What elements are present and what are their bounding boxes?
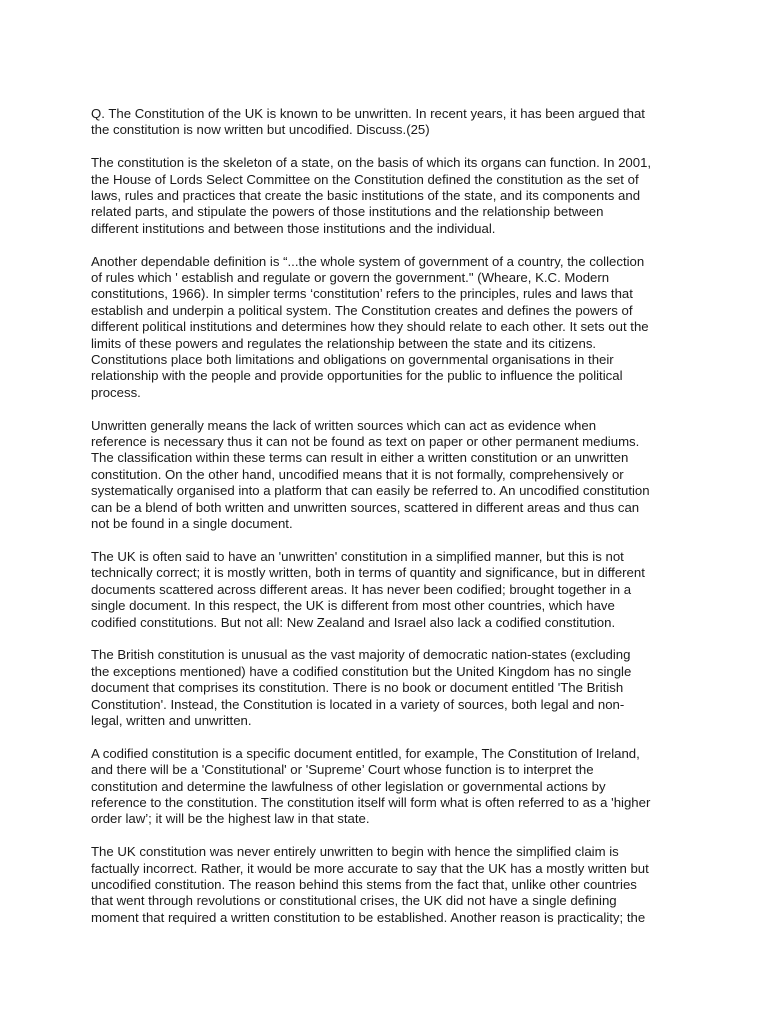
essay-question [91, 106, 683, 139]
text-line: constitutions, 1966). In simpler terms ‘constitution’ refers to the principles, rules and laws that [91, 286, 633, 302]
text-line: the House of Lords Select Committee on the Constitution defined the constitution as the set of [91, 171, 639, 187]
text-line: The constitution is the skeleton of a state, on the basis of which its organs can function. In 2001, [91, 155, 652, 171]
text-line: reference is necessary thus it can not be found as text on paper or other permanent mediums. [91, 434, 640, 450]
text-line: and there will be a 'Constitutional' or 'Supreme’ Court whose function is to interpret the [91, 762, 594, 778]
text-line: systematically organised into a platform that can easily be referred to. An uncodified constitution [91, 483, 650, 499]
text-line: not be found in a single document. [91, 516, 293, 532]
text-line: Constitution'. Instead, the Constitution is located in a variety of sources, both legal and non- [91, 696, 625, 712]
text-line: Constitutions place both limitations and obligations on governmental organisations in their [91, 352, 614, 368]
paragraph-uk-unwritten [91, 549, 683, 631]
text-line: order law’; it will be the highest law in that state. [91, 811, 370, 827]
text-line: the constitution is now written but uncodified. Discuss.(25) [91, 122, 430, 138]
paragraph-definition [91, 155, 683, 237]
text-line: establish and underpin a political system. The Constitution creates and defines the powers of [91, 302, 633, 318]
paragraph-british-constitution [91, 647, 683, 729]
text-line: the exceptions mentioned) have a codified constitution but the United Kingdom has no single [91, 663, 632, 679]
text-line: related parts, and stipulate the powers of those institutions and the relationship between [91, 204, 604, 220]
text-line: technically correct; it is mostly written, both in terms of quantity and significance, but in different [91, 565, 645, 581]
text-line: laws, rules and practices that create the basic institutions of the state, and its components and [91, 188, 641, 204]
paragraph-unwritten [91, 418, 683, 533]
text-line: factually incorrect. Rather, it would be more accurate to say that the UK has a mostly written but [91, 860, 649, 876]
text-line: can be a blend of both written and unwritten sources, scattered in different areas and thus can [91, 499, 640, 515]
text-line: single document. In this respect, the UK is different from most other countries, which have [91, 598, 615, 614]
paragraph-never-unwritten [91, 844, 683, 926]
text-line: of rules which ' establish and regulate or govern the government." (Wheare, K.C. Modern [91, 270, 610, 286]
text-line: process. [91, 384, 141, 400]
paragraph-another-definition [91, 254, 683, 402]
text-line: Q. The Constitution of the UK is known to be unwritten. In recent years, it has been argued that [91, 106, 645, 121]
text-line: reference to the constitution. The constitution itself will form what is often referred to as a 'higher [91, 794, 651, 810]
text-line: A codified constitution is a specific document entitled, for example, The Constitution of Ireland, [91, 745, 640, 761]
text-line: The UK constitution was never entirely unwritten to begin with hence the simplified claim is [91, 844, 619, 860]
text-line: moment that required a written constitution to be established. Another reason is practicality; the [91, 909, 646, 925]
text-line: legal, written and unwritten. [91, 712, 252, 728]
text-line: constitution. On the other hand, uncodified means that it is not formally, comprehensively or [91, 466, 624, 482]
text-line: document that comprises its constitution. There is no book or document entitled 'The British [91, 680, 624, 696]
text-line: codified constitutions. But not all: New Zealand and Israel also lack a codified constitution. [91, 614, 616, 630]
text-line: Another dependable definition is “...the whole system of government of a country, the collection [91, 253, 645, 269]
text-line: Unwritten generally means the lack of written sources which can act as evidence when [91, 417, 597, 433]
document-page [91, 106, 683, 943]
text-line: different institutions and between those institutions and the individual. [91, 220, 496, 236]
text-line: uncodified constitution. The reason behind this stems from the fact that, unlike other countries [91, 876, 637, 892]
paragraph-codified [91, 746, 683, 828]
text-line: The UK is often said to have an 'unwritten' constitution in a simplified manner, but this is not [91, 548, 624, 564]
text-line: constitution and determine the lawfulness of other legislation or governmental actions by [91, 778, 606, 794]
text-line: relationship with the people and provide opportunities for the public to influence the political [91, 368, 623, 384]
text-line: that went through revolutions or constitutional crises, the UK did not have a single defining [91, 893, 617, 909]
text-line: different political institutions and determines how they should relate to each other. It sets out the [91, 319, 649, 335]
text-line: limits of these powers and regulates the relationship between the state and its citizens. [91, 335, 597, 351]
text-line: The classification within these terms can result in either a written constitution or an unwritten [91, 450, 629, 466]
text-line: documents scattered across different areas. It has never been codified; brought together in a [91, 581, 632, 597]
text-line: The British constitution is unusual as the vast majority of democratic nation-states (excluding [91, 647, 631, 663]
